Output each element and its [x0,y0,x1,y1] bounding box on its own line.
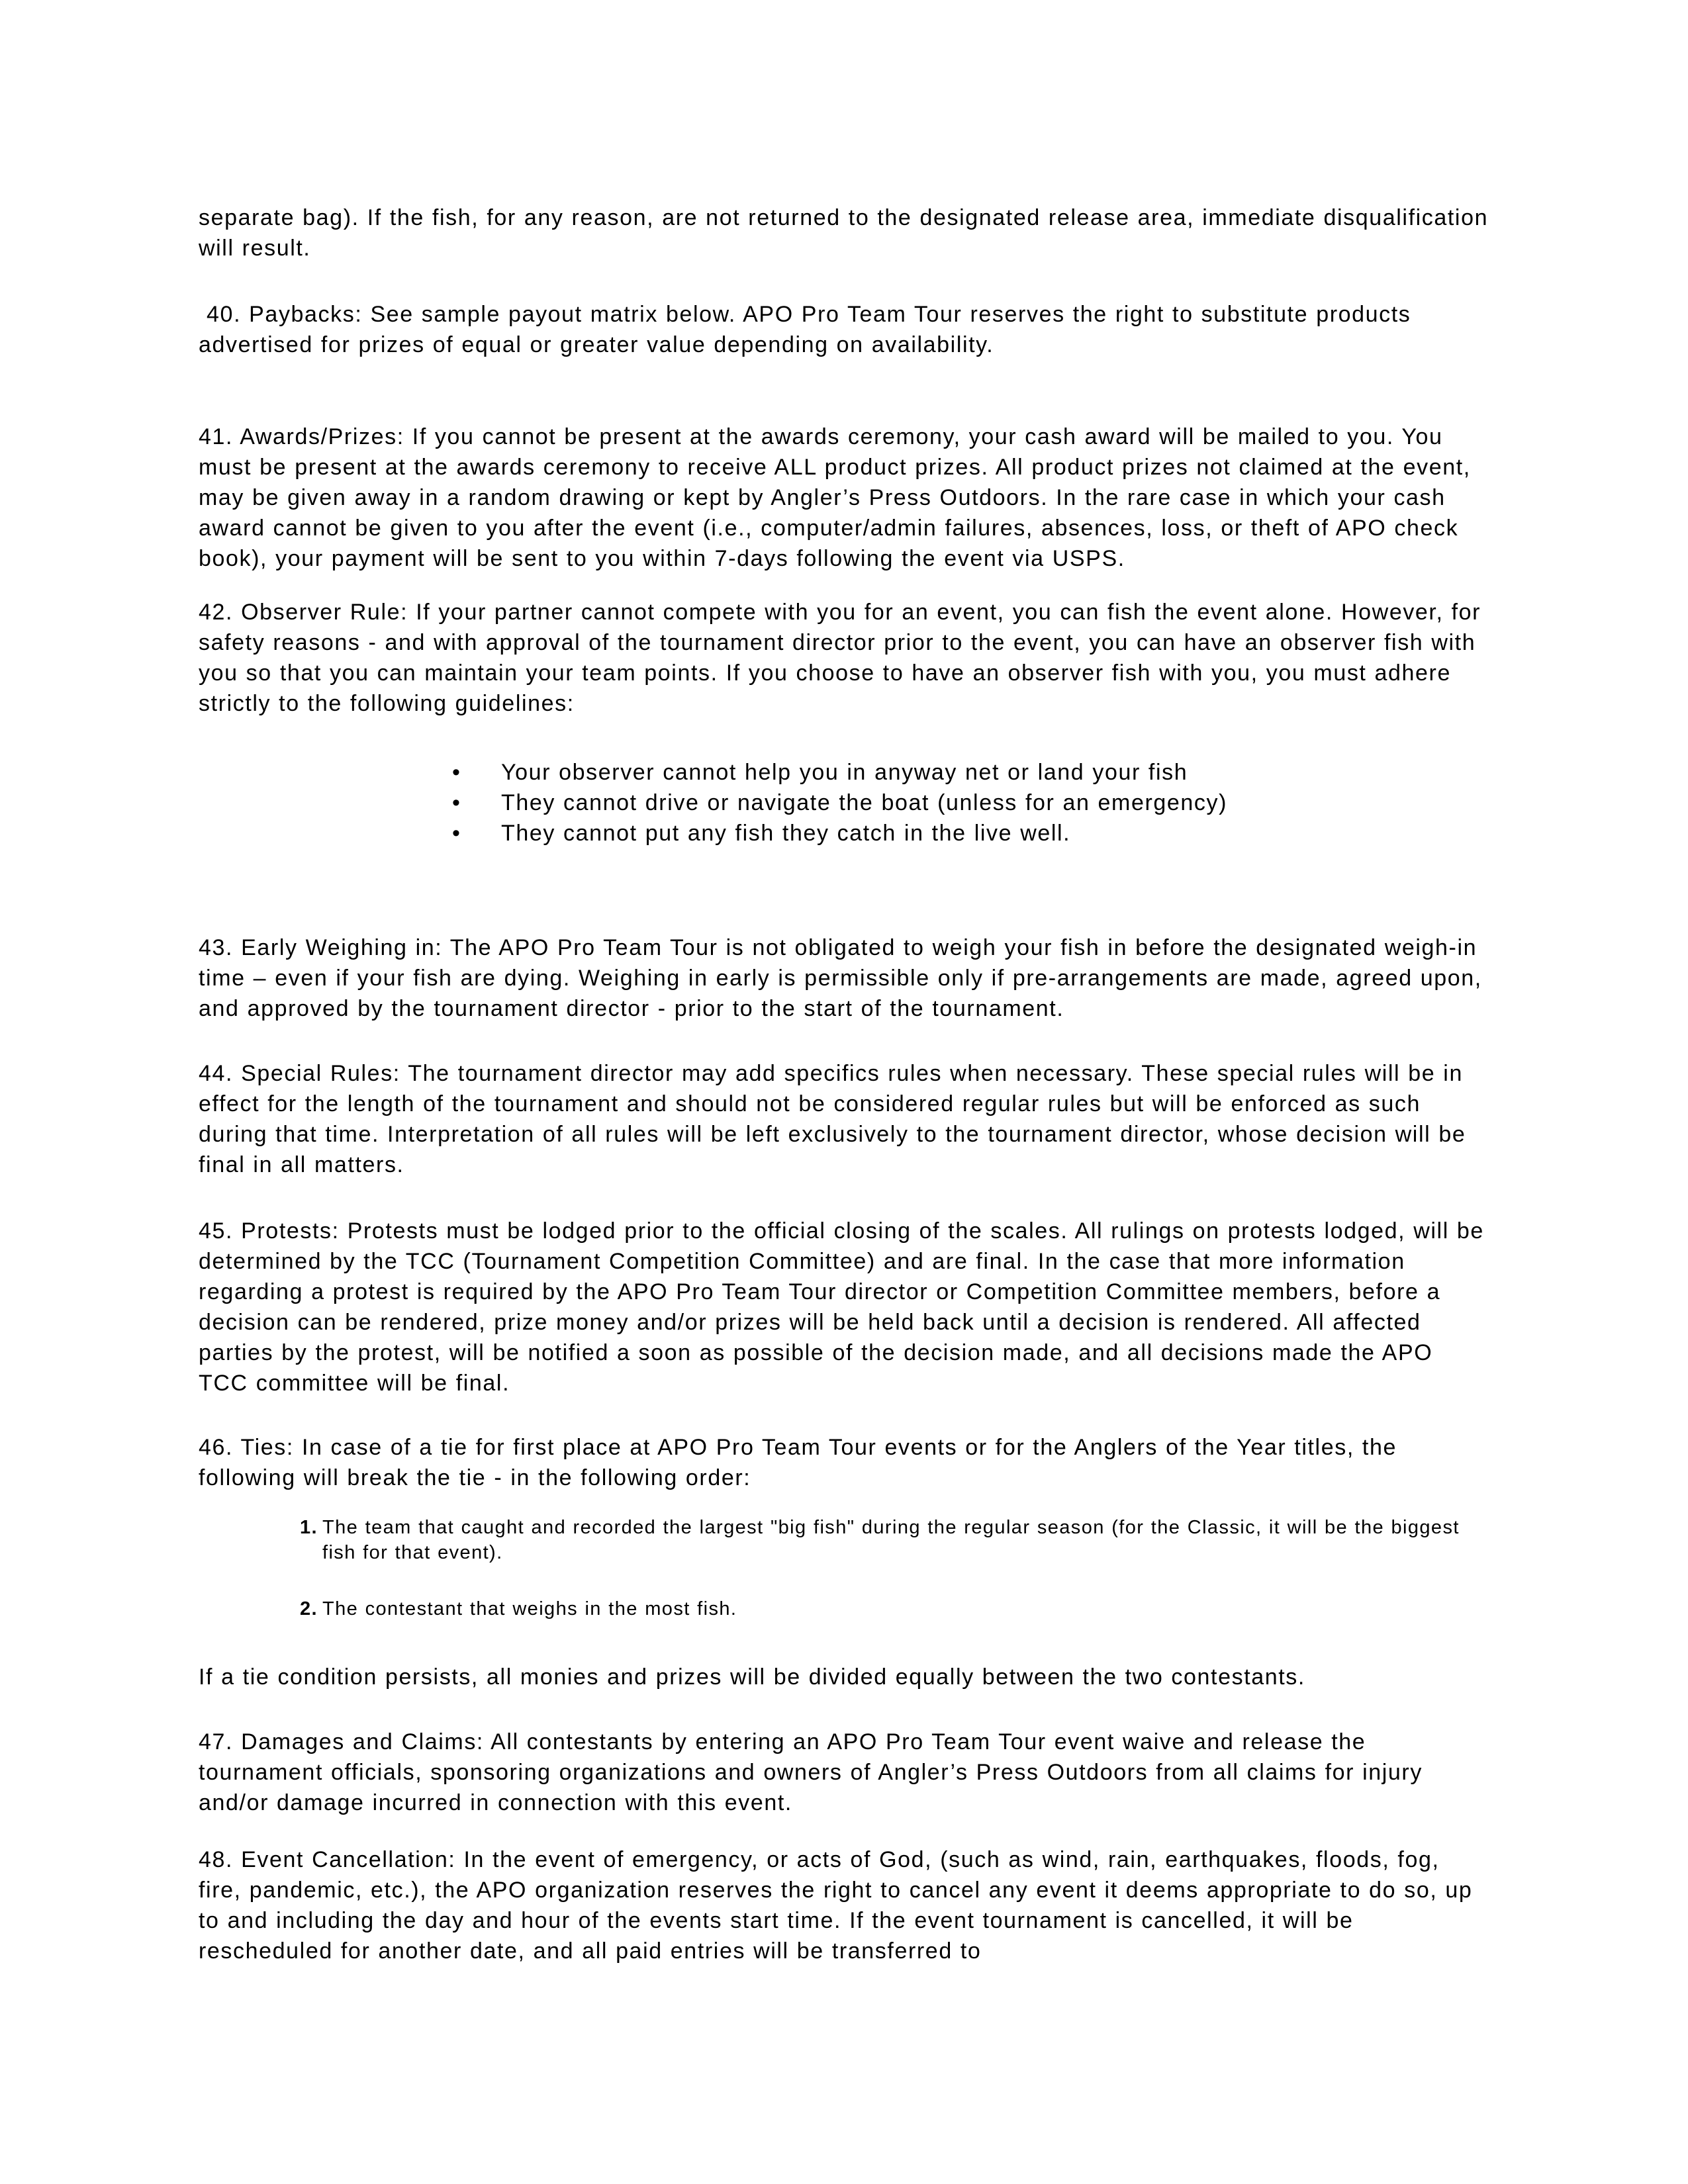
rule-41-awards-prizes: 41. Awards/Prizes: If you cannot be present at the awards ceremony, your cash award will be mailed to you. You must be present at the awards ceremony to receive ALL product prizes. All product prizes not claimed at the event, may be given away in a random drawing or kept by Angler’s Press Outdoors. In the rare case in which your cash award cannot be given to you after the event (i.e., computer/admin failures, absences, loss, or theft of APO check book), your payment will be sent to you within 7-days following the event via USPS. [199,424,1479,571]
rule-42-observer-rule: 42. Observer Rule: If your partner cannot compete with you for an event, you can fish the event alone. However, for safety reasons - and with approval of the tournament director prior to the event, you can have an observer fish with you so that you can maintain your team points. If you choose to have an observer fish with you, you must adhere strictly to the following guidelines: [199,600,1489,716]
tiebreaker-number: 2. [300,1598,318,1619]
tiebreaker-text: The contestant that weighs in the most fish. [322,1598,737,1619]
list-item [199,818,1489,848]
tiebreaker-number: 1. [300,1517,318,1538]
tiebreaker-item [199,1515,1489,1565]
observer-guidelines-list [199,757,1489,848]
paragraph-intro-fragment: separate bag). If the fish, for any reason, are not returned to the designated release area, immediate disqualification will result. [199,205,1497,261]
guideline-text: Your observer cannot help you in anyway net or land your fish [501,760,1188,785]
rule-48-event-cancellation: 48. Event Cancellation: In the event of emergency, or acts of God, (such as wind, rain, earthquakes, floods, fog, fire, pandemic, etc.), the APO organization reserves the right to cancel any event it deems appropriate to do so, up to and including the day and hour of the events start time. If the event tournament is cancelled, it will be rescheduled for another date, and all paid entries will be transferred to [199,1847,1481,1964]
guideline-text: They cannot put any fish they catch in the live well. [501,821,1071,846]
tie-persistence-note: If a tie condition persists, all monies and prizes will be divided equally between the two contestants. [199,1664,1305,1690]
rule-40-paybacks: 40. Paybacks: See sample payout matrix below. APO Pro Team Tour reserves the right to substitute products advertised for prizes of equal or greater value depending on availability. [199,302,1419,357]
guideline-text: They cannot drive or navigate the boat (unless for an emergency) [501,790,1228,815]
rule-43-early-weighing: 43. Early Weighing in: The APO Pro Team Tour is not obligated to weigh your fish in before the designated weigh-in time – even if your fish are dying. Weighing in early is permissible only if pre-arrangements are made, agreed upon, and approved by the tournament director - prior to the start of the tournament. [199,935,1490,1021]
bullet-icon: • [452,760,461,785]
tiebreaker-text: The team that caught and recorded the largest "big fish" during the regular season (for the Classic, it will be the biggest fish for that event). [322,1517,1460,1563]
rule-47-damages-claims: 47. Damages and Claims: All contestants by entering an APO Pro Team Tour event waive and release the tournament officials, sponsoring organizations and owners of Angler’s Press Outdoors from all claims for injury and/or damage incurred in connection with this event. [199,1729,1430,1815]
tiebreaker-item [199,1596,1489,1621]
rule-44-special-rules: 44. Special Rules: The tournament director may add specifics rules when necessary. These special rules will be in effect for the length of the tournament and should not be considered regular rules but will be enforced as such during that time. Interpretation of all rules will be left exclusively to the tournament director, whose decision will be final in all matters. [199,1061,1474,1177]
bullet-icon: • [452,790,461,815]
rule-45-protests: 45. Protests: Protests must be lodged prior to the official closing of the scales. All rulings on protests lodged, will be determined by the TCC (Tournament Competition Committee) and are final. In the case that more information regarding a protest is required by the APO Pro Team Tour director or Competition Committee members, before a decision can be rendered, prize money and/or prizes will be held back until a decision is rendered. All affected parties by the protest, will be notified a soon as possible of the decision made, and all decisions made the APO TCC committee will be final. [199,1218,1492,1396]
list-item [199,757,1489,788]
rule-46-ties: 46. Ties: In case of a tie for first place at APO Pro Team Tour events or for the Anglers of the Year titles, the following will break the tie - in the following order: [199,1435,1405,1490]
list-item [199,788,1489,818]
bullet-icon: • [452,821,461,846]
